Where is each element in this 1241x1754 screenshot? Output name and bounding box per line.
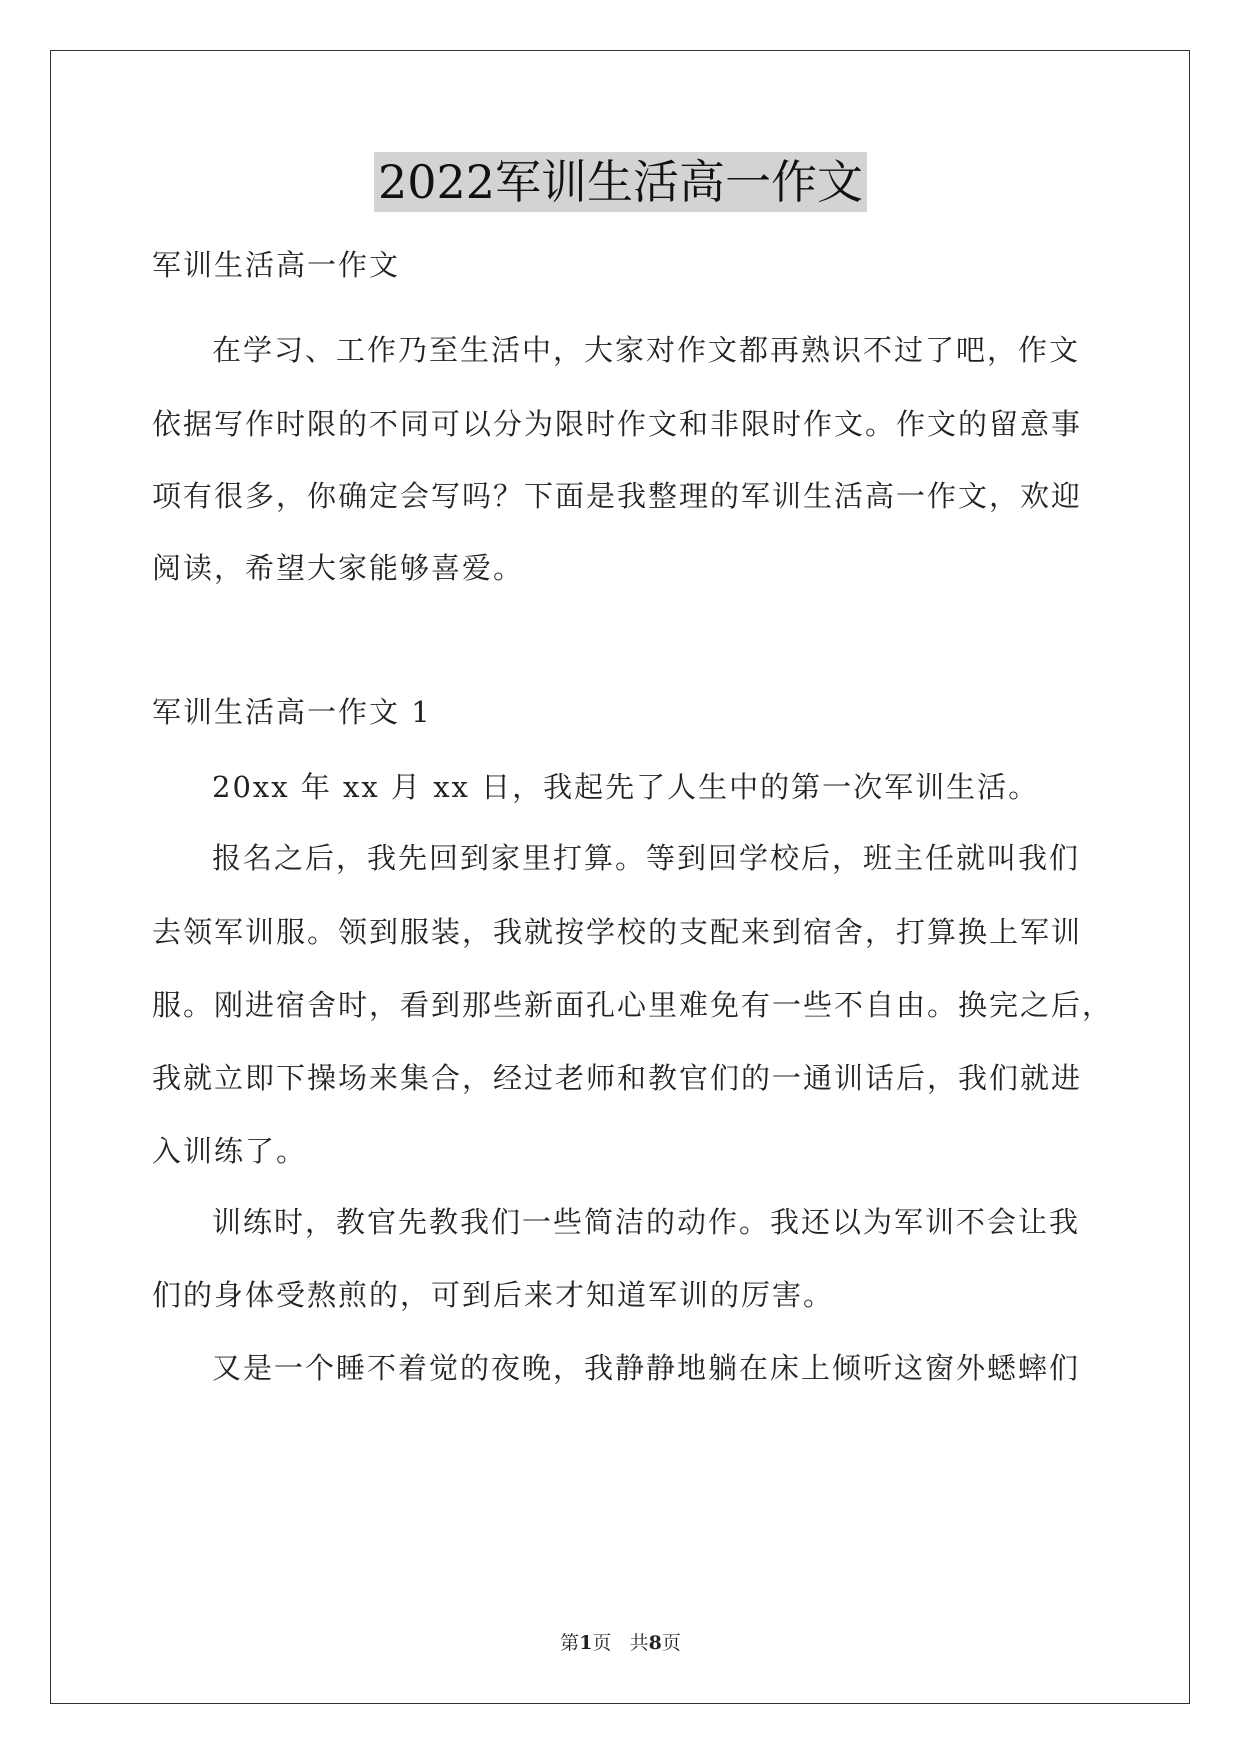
text-line: 军训生活高一作文 — [152, 248, 401, 282]
text-line: 项有很多，你确定会写吗？下面是我整理的军训生活高一作文，欢迎 — [152, 479, 1083, 513]
text-line: 们的身体受熬煎的，可到后来才知道军训的厉害。 — [152, 1278, 835, 1312]
text-line: 报名之后，我先回到家里打算。等到回学校后，班主任就叫我们 — [212, 841, 1081, 875]
page-footer — [0, 1628, 1241, 1655]
document-title: 2022军训生活高一作文 — [374, 152, 867, 212]
footer-prefix: 第 — [560, 1632, 580, 1654]
text-line: 去领军训服。领到服装，我就按学校的支配来到宿舍，打算换上军训 — [152, 915, 1083, 949]
text-line: 阅读，希望大家能够喜爱。 — [152, 551, 525, 585]
text-line: 依据写作时限的不同可以分为限时作文和非限时作文。作文的留意事 — [152, 407, 1083, 441]
text-line: 军训生活高一作文 1 — [152, 695, 432, 729]
title-container — [0, 152, 1241, 212]
text-line: 在学习、工作乃至生活中，大家对作文都再熟识不过了吧，作文 — [212, 333, 1081, 367]
current-page-number: 1 — [579, 1632, 593, 1654]
footer-total-prefix: 共 — [629, 1632, 649, 1654]
text-line: 服。刚进宿舍时，看到那些新面孔心里难免有一些不自由。换完之后， — [152, 988, 1114, 1022]
text-line: 入训练了。 — [152, 1134, 308, 1168]
total-pages-number: 8 — [648, 1632, 662, 1654]
text-line: 20xx 年 xx 月 xx 日，我起先了人生中的第一次军训生活。 — [212, 770, 1040, 804]
footer-total-suffix: 页 — [661, 1632, 681, 1654]
footer-page-word: 页 — [592, 1632, 612, 1654]
text-line: 训练时，教官先教我们一些简洁的动作。我还以为军训不会让我 — [212, 1205, 1081, 1239]
text-line: 又是一个睡不着觉的夜晚，我静静地躺在床上倾听这窗外蟋蟀们 — [212, 1351, 1081, 1385]
text-line: 我就立即下操场来集合，经过老师和教官们的一通训话后，我们就进 — [152, 1061, 1083, 1095]
